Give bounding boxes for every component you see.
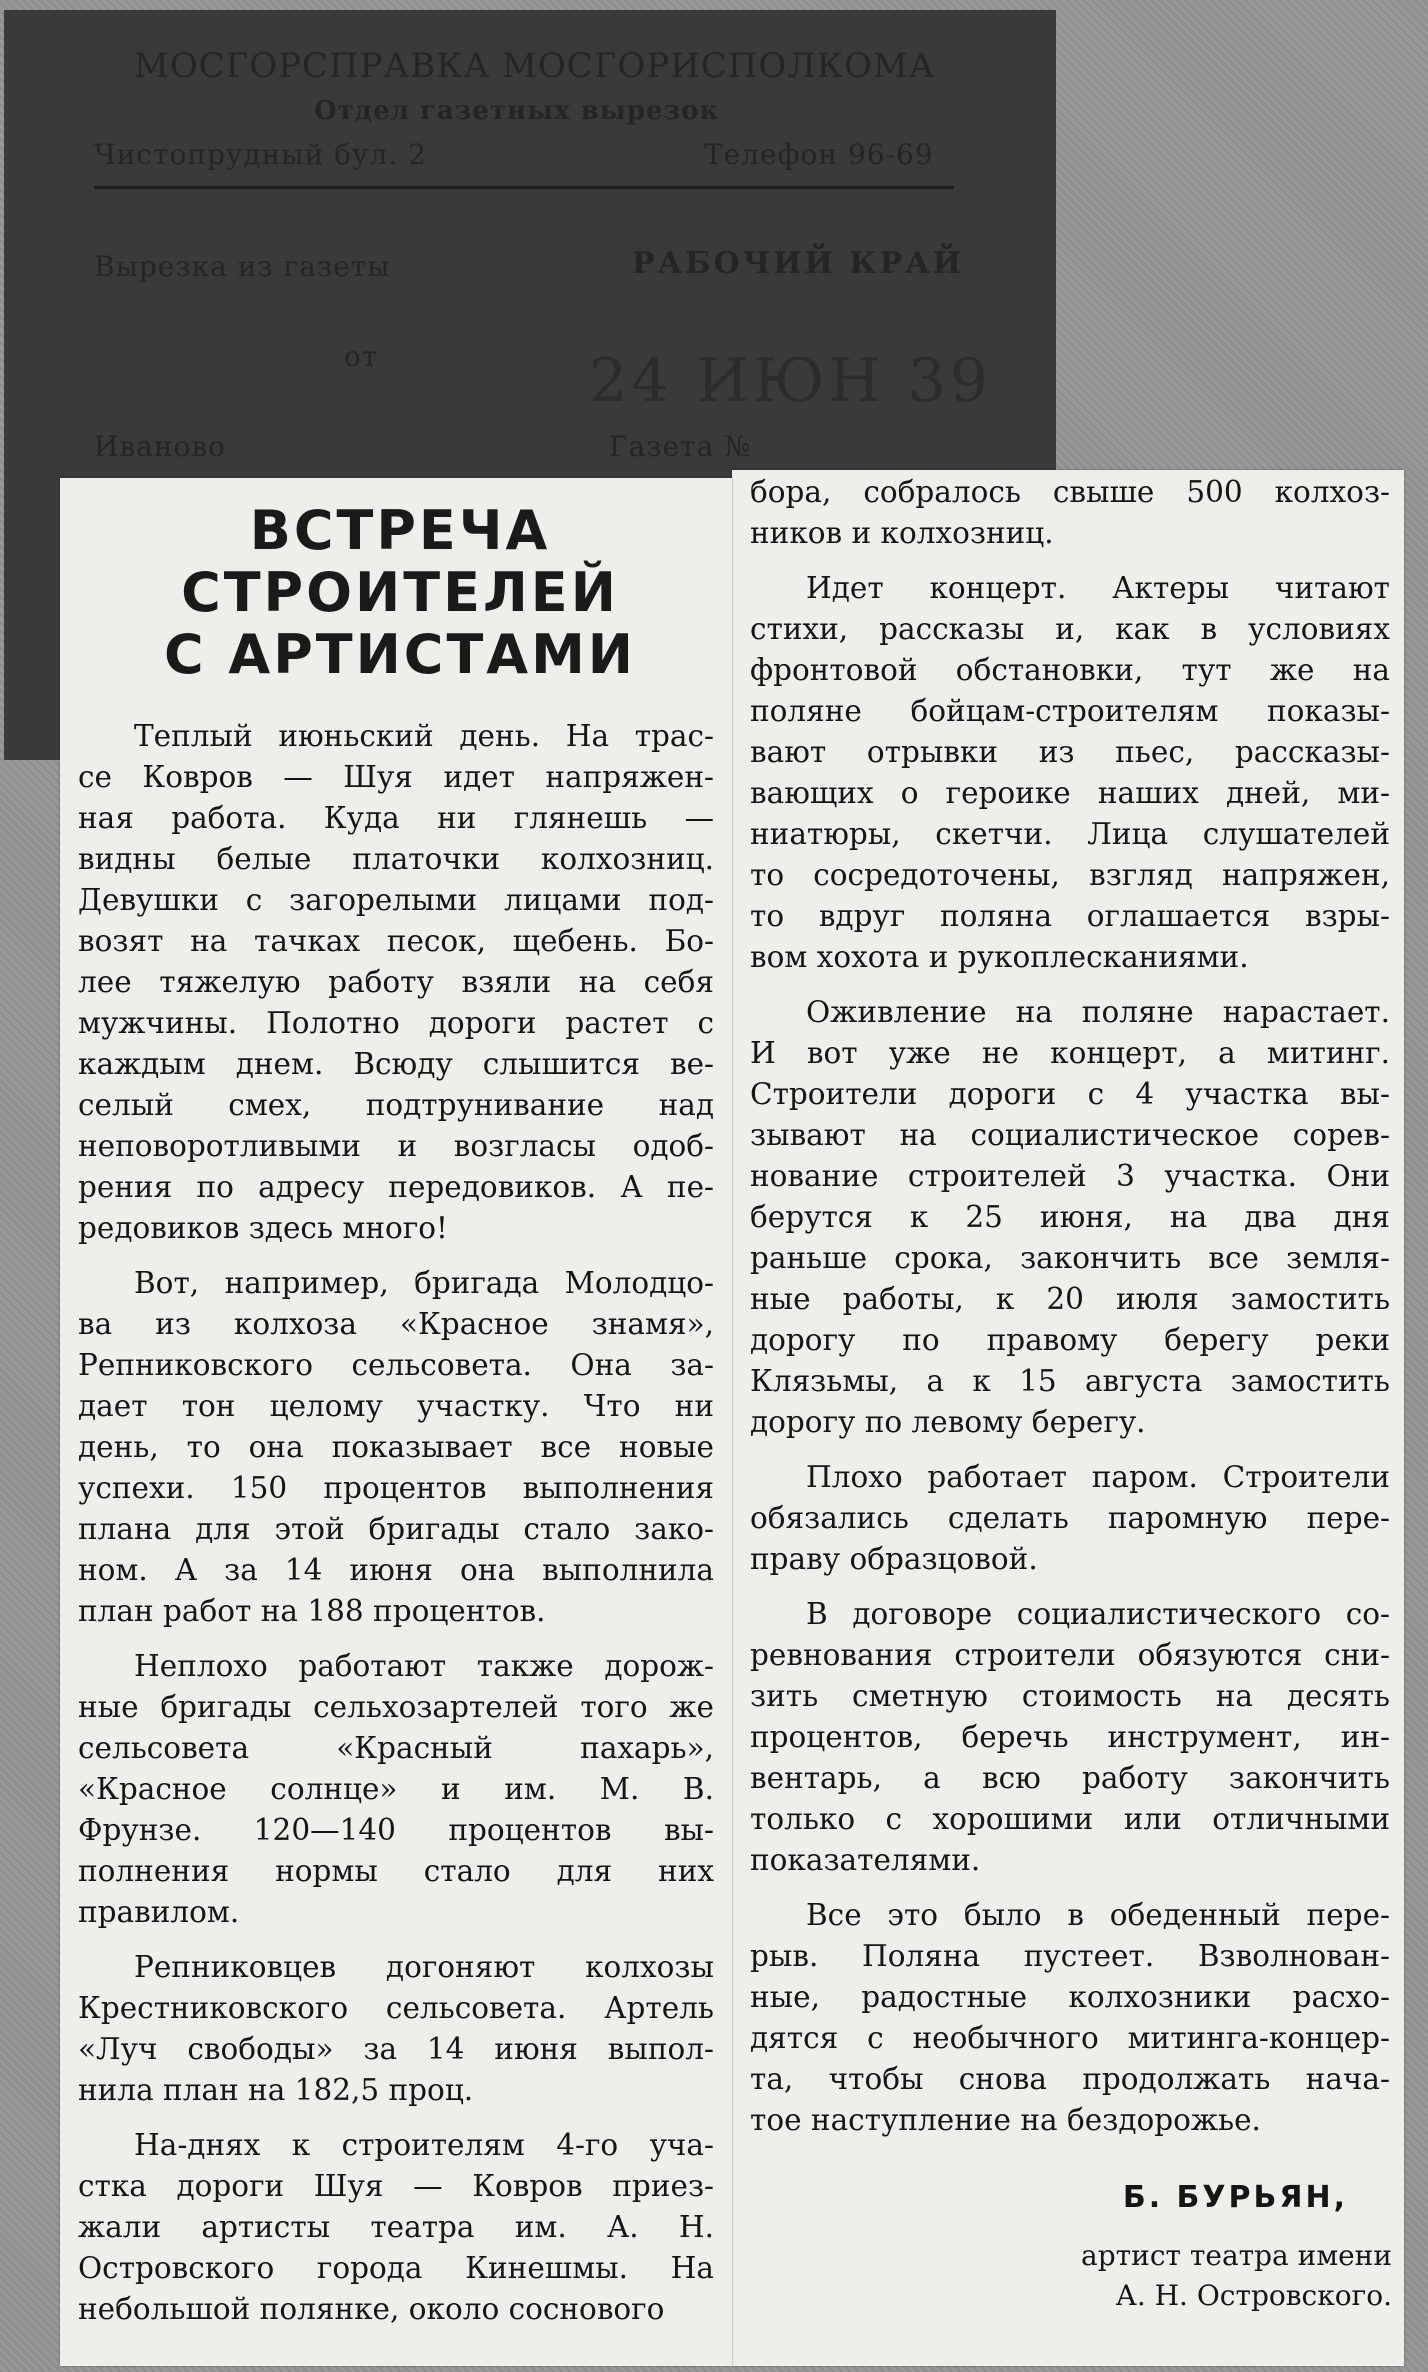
article-column-left	[78, 716, 714, 2330]
text-line: Крестниковского сельсовета. Артель	[78, 1991, 714, 2025]
text-line: обязались сделать паромную пере-	[750, 1501, 1390, 1535]
text-line: нила план на 182,5 проц.	[78, 2073, 474, 2107]
text-line: селый смех, подтрунивание над	[78, 1088, 714, 1122]
text-line: ные бригады сельхозартелей того же	[78, 1690, 714, 1724]
text-line: редовиков здесь много!	[78, 1211, 448, 1245]
text-line: ные, радостные колхозники расхо-	[750, 1980, 1390, 2014]
text-line: правилом.	[78, 1895, 240, 1929]
paragraph-gap	[78, 1933, 714, 1947]
text-line: плана для этой бригады стало зако-	[78, 1512, 714, 1546]
text-line: Фрунзе. 120—140 процентов вы-	[78, 1813, 714, 1847]
author-name: Б. БУРЬЯН,	[1122, 2180, 1348, 2215]
text-line: мужчины. Полотно дороги растет с	[78, 1006, 714, 1040]
paragraph	[78, 1646, 714, 1933]
headline-line: СТРОИТЕЛЕЙ	[181, 561, 619, 624]
paragraph-gap	[750, 1580, 1390, 1594]
text-line: берутся к 25 июня, на два дня	[750, 1200, 1390, 1234]
text-line: И вот уже не концерт, а митинг.	[750, 1036, 1390, 1070]
text-line: небольшой полянке, около соснового	[78, 2292, 665, 2326]
text-line: то сосредоточены, взгляд напряжен,	[750, 858, 1390, 892]
text-line: успехи. 150 процентов выполнения	[78, 1471, 714, 1505]
paragraph	[78, 2125, 714, 2330]
text-line: вающих о героике наших дней, ми-	[750, 776, 1390, 810]
text-line: показателями.	[750, 1843, 981, 1877]
paragraph	[78, 1947, 714, 2111]
text-line: раньше срока, закончить все земля-	[750, 1241, 1390, 1275]
text-line: вом хохота и рукоплесканиями.	[750, 940, 1249, 974]
paragraph-gap	[750, 554, 1390, 568]
text-line: только с хорошими или отличными	[750, 1802, 1390, 1836]
stamp-org: МОСГОРСПРАВКА МОСГОРИСПОЛКОМА	[134, 46, 936, 86]
text-line: Клязьмы, а к 15 августа замостить	[750, 1364, 1390, 1398]
paragraph	[750, 992, 1390, 1443]
text-line: На-днях к строителям 4-го уча-	[134, 2128, 714, 2162]
text-line: ва из колхоза «Красное знамя»,	[78, 1307, 714, 1341]
text-line: Репниковского сельсовета. Она за-	[78, 1348, 714, 1382]
text-line: Девушки с загорелыми лицами под-	[78, 883, 714, 917]
stamp-city: Иваново	[94, 430, 227, 463]
text-line: Все это было в обеденный пере-	[806, 1898, 1390, 1932]
text-line: бора, собралось свыше 500 колхоз-	[750, 475, 1390, 509]
text-line: «Красное солнце» и им. М. В.	[78, 1772, 714, 1806]
paragraph	[750, 1594, 1390, 1881]
text-line: нование строителей 3 участка. Они	[750, 1159, 1390, 1193]
paragraph-gap	[78, 1632, 714, 1646]
stamp-date: 24 ИЮН 39	[589, 346, 993, 416]
text-line: Плохо работает паром. Строители	[806, 1460, 1390, 1494]
stamp-newspaper: РАБОЧИЙ КРАЙ	[632, 246, 964, 281]
stamp-phone: Телефон 96-69	[704, 138, 934, 171]
author-title-line: А. Н. Островского.	[1115, 2279, 1392, 2312]
text-line: рения по адресу передовиков. А пе-	[78, 1170, 714, 1204]
text-line: возят на тачках песок, щебень. Бо-	[78, 924, 714, 958]
text-line: поляне бойцам-строителям показы-	[750, 694, 1390, 728]
text-line: каждым днем. Всюду слышится ве-	[78, 1047, 714, 1081]
paragraph-gap	[750, 978, 1390, 992]
text-line: план работ на 188 процентов.	[78, 1594, 546, 1628]
text-line: Теплый июньский день. На трас-	[134, 719, 714, 753]
text-line: стка дороги Шуя — Ковров приез-	[78, 2169, 714, 2203]
text-line: то вдруг поляна оглашается взры-	[750, 899, 1390, 933]
paragraph	[750, 568, 1390, 978]
text-line: лее тяжелую работу взяли на себя	[78, 965, 714, 999]
text-line: рыв. Поляна пустеет. Взволнован-	[750, 1939, 1390, 1973]
text-line: процентов, беречь инструмент, ин-	[750, 1720, 1390, 1754]
text-line: Строители дороги с 4 участка вы-	[750, 1077, 1390, 1111]
text-line: дорогу по левому берегу.	[750, 1405, 1146, 1439]
stamp-dept: Отдел газетных вырезок	[314, 96, 720, 126]
text-line: тое наступление на бездорожье.	[750, 2103, 1261, 2137]
stamp-issue-label: Газета №	[609, 430, 752, 463]
paragraph-gap	[78, 2111, 714, 2125]
text-line: ном. А за 14 июня она выполнила	[78, 1553, 714, 1587]
paragraph-gap	[78, 1249, 714, 1263]
text-line: Островского города Кинешмы. На	[78, 2251, 714, 2285]
text-line: вентарь, а всю работу закончить	[750, 1761, 1390, 1795]
text-line: день, то она показывает все новые	[78, 1430, 714, 1464]
text-line: «Луч свободы» за 14 июня выпол-	[78, 2032, 714, 2066]
text-line: се Ковров — Шуя идет напряжен-	[78, 760, 714, 794]
text-line: ников и колхозниц.	[750, 516, 1054, 550]
text-line: Идет концерт. Актеры читают	[806, 571, 1390, 605]
author-title-line: артист театра имени	[1081, 2239, 1392, 2272]
paragraph-gap	[750, 1881, 1390, 1895]
text-line: Оживление на поляне нарастает.	[806, 995, 1390, 1029]
paragraph	[78, 716, 714, 1249]
text-line: Неплохо работают также дорож-	[134, 1649, 714, 1683]
stamp-date-label: от	[344, 340, 379, 373]
text-line: ревнования строители обязуются сни-	[750, 1638, 1390, 1672]
author-title	[1081, 2236, 1392, 2316]
text-line: стихи, рассказы и, как в условиях	[750, 612, 1390, 646]
paragraph	[750, 1895, 1390, 2141]
text-line: праву образцовой.	[750, 1542, 1038, 1576]
text-line: вают отрывки из пьес, рассказы-	[750, 735, 1390, 769]
stamp-rule	[94, 186, 954, 189]
article-headline	[120, 500, 680, 686]
text-line: дает тон целому участку. Что ни	[78, 1389, 714, 1423]
text-line: Репниковцев догоняют колхозы	[134, 1950, 714, 1984]
paragraph	[750, 472, 1390, 554]
text-line: ная работа. Куда ни глянешь —	[78, 801, 714, 835]
text-line: дятся с необычного митинга-концер-	[750, 2021, 1390, 2055]
text-line: фронтовой обстановки, тут же на	[750, 653, 1390, 687]
text-line: ные работы, к 20 июля замостить	[750, 1282, 1390, 1316]
headline-line: ВСТРЕЧА	[249, 499, 551, 562]
text-line: видны белые платочки колхозниц.	[78, 842, 714, 876]
text-line: дорогу по правому берегу реки	[750, 1323, 1390, 1357]
text-line: жали артисты театра им. А. Н.	[78, 2210, 714, 2244]
paragraph	[750, 1457, 1390, 1580]
text-line: неповоротливыми и возгласы одоб-	[78, 1129, 714, 1163]
text-line: ниатюры, скетчи. Лица слушателей	[750, 817, 1390, 851]
stamp-address: Чистопрудный бул. 2	[94, 138, 427, 171]
text-line: полнения нормы стало для них	[78, 1854, 714, 1888]
stamp-clip-from-label: Вырезка из газеты	[94, 250, 391, 283]
text-line: та, чтобы снова продолжать нача-	[750, 2062, 1390, 2096]
text-line: В договоре социалистического со-	[806, 1597, 1390, 1631]
text-line: Вот, например, бригада Молодцо-	[134, 1266, 714, 1300]
text-line: сельсовета «Красный пахарь»,	[78, 1731, 714, 1765]
text-line: зить сметную стоимость на десять	[750, 1679, 1390, 1713]
text-line: зывают на социалистическое сорев-	[750, 1118, 1390, 1152]
article-column-right	[750, 472, 1390, 2141]
headline-line: С АРТИСТАМИ	[163, 623, 636, 686]
paragraph	[78, 1263, 714, 1632]
paragraph-gap	[750, 1443, 1390, 1457]
